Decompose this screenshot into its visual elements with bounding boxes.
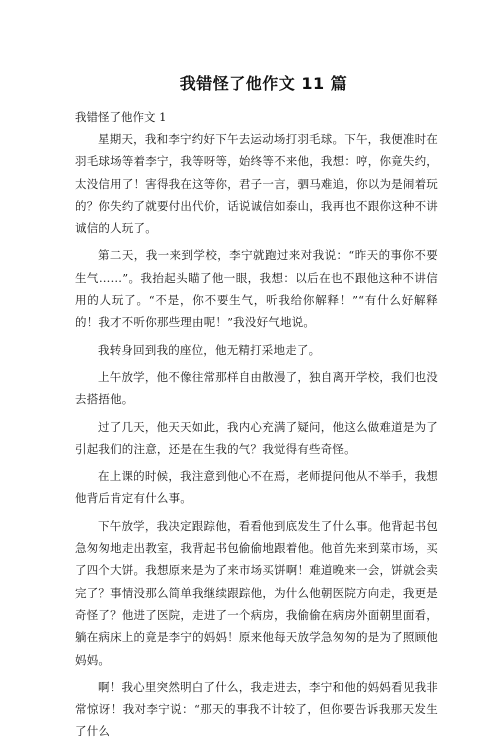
paragraph-7: 下午放学，我决定跟踪他，看看他到底发生了什么事。他背起书包急匆匆地走出教室，我背起书包偷偷地跟着他。他首先来到菜市场，买了四个大饼。我想原来是为了来市场买饼啊！难道晚来一会，饼就会卖完了？事情没那么简单我继续跟踪他，为什么他朝医院方向走，我更是奇怪了？他进了医院，走进了一个病房，我偷偷在病房外面朝里面看，躺在病床上的竟是李宁的妈妈！原来他每天放学急匆匆的是为了照顾他妈妈。 [75,518,438,667]
document-title: 我错怪了他作文 11 篇 [179,74,348,93]
paragraph-2: 第二天，我一来到学校，李宁就跑过来对我说：“昨天的事你不要生气……”。我抬起头瞄了他一眼，我想：以后在也不跟他这种不讲信用的人玩了。“不是，你不要生气，听我给你解释！”“有什么好解释的！我才不听你那些理由呢！”我没好气地说。 [75,248,438,330]
section-subtitle: 我错怪了他作文 1 [75,110,167,124]
paragraph-3: 我转身回到我的座位，他无精打采地走了。 [98,342,321,357]
paragraph-4: 上午放学，他不像往常那样自由散漫了，独自离开学校，我们也没去搭捂他。 [75,369,438,407]
paragraph-1: 星期天，我和李宁约好下午去运动场打羽毛球。下午，我便准时在羽毛球场等着李宁，我等呀等，始终等不来他，我想：哼，你竟失约，太没信用了！害得我在这等你，君子一言，驷马难追，你以为是闹着玩的？你失约了就要付出代价，话说诚信如泰山，我再也不跟你这种不讲诚信的人玩了。 [75,132,438,236]
paragraph-8: 啊！我心里突然明白了什么，我走进去，李宁和他的妈妈看见我非常惊讶！我对李宁说：“那天的事我不计较了，但你要告诉我那天发生了什么 [75,679,438,739]
paragraph-5: 过了几天，他天天如此，我内心充满了疑问，他这么做难道是为了引起我们的注意，还是在生我的气？我觉得有些奇怪。 [75,419,438,456]
paragraph-6: 在上课的时候，我注意到他心不在焉，老师提问他从不举手，我想他背后肯定有什么事。 [75,469,438,506]
